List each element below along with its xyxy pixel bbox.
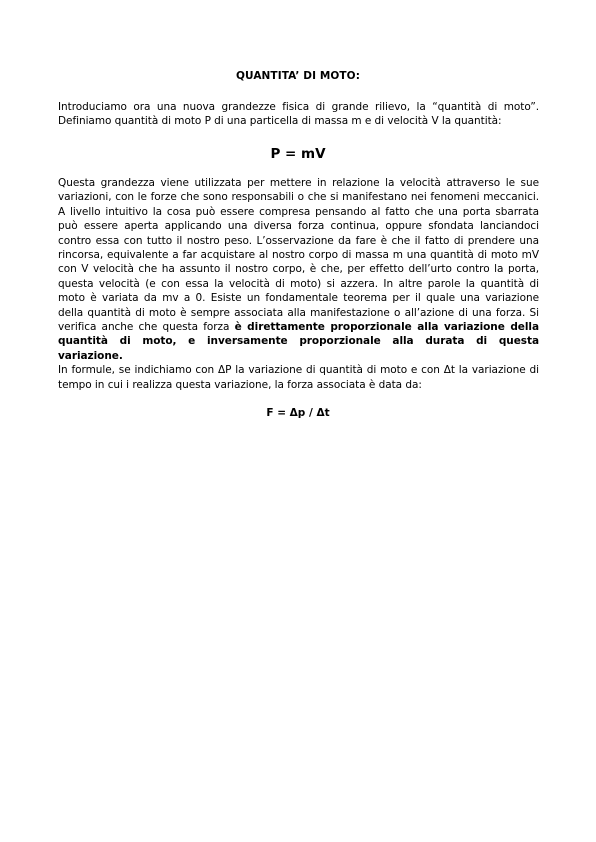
body-paragraph (58, 176, 539, 392)
emphasis-text: è direttamente proporzionale alla variazione della (234, 321, 539, 334)
body-line-emphasis (58, 320, 539, 334)
page-title: QUANTITA’ DI MOTO: (235, 70, 360, 82)
body-line: questa velocità (e con essa la velocità di moto) si azzera. In altre parole la quantità di (58, 277, 539, 290)
body-line: rincorsa, equivalente a far acquistare al nostro corpo di massa m una quantità di moto mV (58, 249, 539, 262)
body-line: con V velocità che ha assunto il nostro corpo, è che, per effetto dell’urto contro la porta, (58, 263, 539, 276)
body-line: contro essa con tutto il nostro peso. L’osservazione da fare è che il fatto di prendere una (58, 234, 539, 247)
emphasis-line: variazione. (58, 349, 123, 362)
body-line: Questa grandezza viene utilizzata per mettere in relazione la velocità attraverso le sue (58, 177, 539, 189)
momentum-formula: P = mV (270, 146, 326, 162)
body-line: A livello intuitivo la cosa può essere compresa pensando al fatto che una porta sbarrata (58, 205, 539, 218)
emphasis-line: quantità di moto, e inversamente proporzionale alla durata di questa (58, 335, 539, 348)
intro-paragraph (58, 100, 539, 129)
intro-line-2: Definiamo quantità di moto P di una particella di massa m e di velocità V la quantità: (58, 115, 502, 128)
force-formula: F = Δp / Δt (266, 407, 330, 419)
body-line: In formule, se indichiamo con ΔP la variazione di quantità di moto e con Δt la variazione di (58, 364, 539, 377)
body-line: moto è variata da mv a 0. Esiste un fondamentale teorema per il quale una variazione (58, 292, 539, 305)
body-line: variazioni, con le forze che sono responsabili o che si manifestano nei fenomeni meccanici. (58, 191, 539, 204)
body-line: tempo in cui i realizza questa variazione, la forza associata è data da: (58, 378, 422, 391)
body-text: verifica anche che questa forza (58, 321, 235, 334)
body-line: della quantità di moto è sempre associata alla manifestazione o all’azione di una forza. Si (58, 306, 539, 319)
intro-line-1: Introduciamo ora una nuova grandezze fisica di grande rilievo, la “quantità di moto”. (58, 101, 539, 113)
body-line: può essere aperta applicando una diversa forza continua, oppure sfondata lanciandoci (58, 220, 539, 233)
